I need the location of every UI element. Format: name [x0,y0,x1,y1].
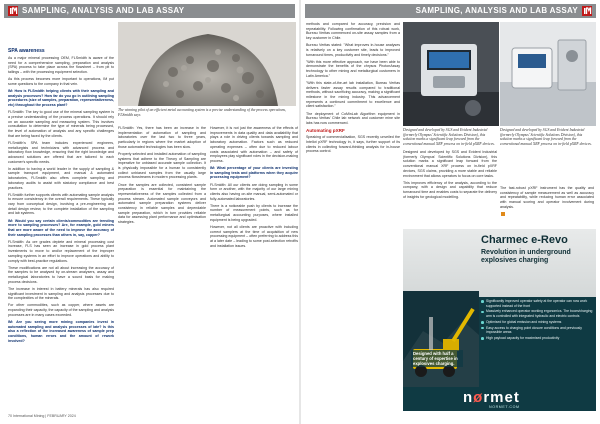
logo-accent: ø [473,389,484,406]
normet-logo[interactable] [463,389,520,406]
advert-url-link[interactable]: NORMET.COM [489,405,520,409]
normet-advert[interactable] [403,229,596,411]
paragraph: This improves efficiency of the analysis, according to the company, with a design and capability that reduce turnaround time and enables costs to separate the delivery of insights for geological modelling. [403,180,497,199]
paragraph: FLSmidth: As ore grades deplete and mineral processing cost increase, FLS has seen an increase in gold process plant investments to move to and/or replacement of the improper sampling systems in an effort to improve operations and ability to comply with best-practice regulations. [8,239,114,263]
paragraph: "With this more effective approach, we have been able to demonstrate the benefits of the chrysos PhotonAssay technology to other mining and metallurgical customers in Latin America." [306,59,400,78]
question: IM: Would you say certain clients/commodities are trending more to sampling processes? Are, for example, gold miners that are more aware of the need to improve the accuracy of their sampling processes than others in, say, copper? [8,218,114,237]
advert-subtitle: Revolution in underground explosives charging [481,249,571,264]
paragraph: As this process becomes more important to operations, IM put some questions to the company in that vein. [8,77,114,86]
advert-title: Charmec e-Revo [481,234,568,246]
question: IM: Are you seeing more mining companies invest in automated sampling and analysis processes of late? Is this also a reflection of the increased awareness of sample prep conditions, human errors and the amount of rework involved? [8,319,114,343]
advert-bullet: Optimised for global emission and mining systems [481,320,593,325]
section-title-left: SAMPLING, ANALYSIS AND LAB ASSAY [22,6,185,15]
paragraph: FLSmidth: All our clients are doing sampling in some form or another, with the majority of our large mining clients also having on-site manual, semi-automated or fully-automated laboratories. [210,182,298,201]
figure-caption-3: Designed and developed by SGS and Evident Industrial (formerly Olympus' Scientific Solutions Division), this solution marks a significant leap forward from the conventional manual XRF process on in-field pXRF devices. [500,128,592,146]
paragraph: For other commodities, such as copper, where assets are expanding their capacity, the capacity of the sampling and analysis processes are in many cases exceeded. [8,303,115,317]
paragraph: FLSmidth's SPA team includes experienced engineers, metallurgists and technicians with advanced process and laboratory flow knowledge, ensuring that the right knowledge and advanced solutions are offered that are tailored to each customer's specific needs. [8,140,114,164]
ore-sample-photo [118,22,296,106]
paragraph: FLSmidth: The key to good use of the mineral sampling system is a precise understanding of the process operations. It should rely on an accurate sampling and measuring system. This involves consultation to determine the type of minerals being processed, the level of automation of analysis and any specific challenges that are being faced by the clients. [8,110,114,138]
charging-rig-photo [403,291,479,387]
logo-part: n [463,389,474,406]
sgs-lab-photo [500,22,596,126]
advert-bullet: Significantly improved operator safety at the operator can now work supported instead of the front [481,299,593,308]
paragraph: Once the samples are collected, consistent sample preparation is essential for maintaining the representativeness of the samples collected from a process stream. Automated sample conveyors and automated sample preparation systems deliver consistency in reliable samples and dependable sample preparation, which in turn provides reliable data for assessing plant performance and optimisation strategies. [118,182,206,225]
page-footer: 70 International Mining | FEBRUARY 2024 [8,414,76,418]
paragraph: Speaking of commercialisation, SGS recently unveiled the Intellot pXRF technology in, it says, further support of its clients in collecting forward-thinking analysis for in-house process control. [306,135,400,154]
figure-caption-2: Designed and developed by SGS and Evident Industrial (formerly Olympus' Scientific Solutions Division), this solution marks a significant leap forward from the conventional manual XRF process on in-field pXRF devices. [403,128,495,146]
text-column-a [8,48,114,346]
paragraph: There is a noticeable push by clients to increase the number of measurement points, such as for metallurgical accounting purposes, where installed equipment is being upgraded. [210,203,298,222]
paragraph: The deployment of CoMinLab Algorithm equipment in Bureau Veritas' Chile lab network and customer mine site labs has now commenced. [306,111,400,125]
subheading-spa-awareness: SPA awareness [8,48,45,54]
paragraph: "With this state-of-the-art lab installation, Bureau Veritas delivers faster assay results compared to traditional methods, without sacrificing accuracy, making a significant milestone in the mining industry. This advancement represents a continued commitment to excellence and client satisfaction." [306,80,400,109]
paragraph: Bureau Veritas stated: "What improves in-house analyses is relatively on a key customer site, leads to improved turnaround times, productivity and timely decisions." [306,43,400,57]
advert-badge: Designed with half a century of expertise in explosives charging. [411,350,463,367]
end-of-article-icon [501,212,505,216]
advert-bullet: High payload capacity for maximised productivity [481,336,593,341]
logo-part: rmet [483,389,520,406]
page-gutter [299,0,301,424]
text-column-d [306,22,400,156]
paragraph: Properly selected and installed automation of sampling systems that adhere to the Theory of Sampling are imperative for unbiased accurate sample collection. It is physically impossible for a human to consistently collect unbiased samples from the usually large process flowstreams in modern processing plants. [118,151,206,180]
text-column-c [210,126,298,251]
question: IM: How is FLSmidth helping clients with their sampling and analysis processes? How far do you go in outlining sampling procedures (size of samples, preparation, representativeness, etc) throughout the process plant? [8,89,114,108]
pxrf-device-photo [403,22,499,126]
im-logo-icon [8,6,18,16]
subheading-automating-pxrf: Automating pXRF [306,128,345,134]
paragraph: methods and compared for accuracy, precision and repeatability. Following confirmation of this robust work, Bureau Veritas commenced on-site assay samples from a key customer in Chile. [306,22,400,41]
text-column-f [500,186,594,217]
advert-bullet: Easy access to charging point closure conditions and previously impossible areas [481,326,593,335]
advert-bullet: Massively enhanced operator working ergonomics. The boom/charging arm is controlled with integrated hydraulic and electric controls [481,309,593,318]
im-logo-icon [582,6,592,16]
advert-bullet-list [481,299,593,342]
paragraph: However, not all clients are proactive with including correct samplers at the time of acquisition of new processing equipment – often preferring to address this at a later date – leading to some post-selection retrofits and installation issues. [210,224,298,248]
paragraph: The fast-robust pXRF instrument has the quality and consistency of sample measurement as well as accuracy and repeatability, while reducing human error associated with manual scoring and operator involvement during analysis. [500,186,594,209]
paragraph: These modifications are not all about increasing the accuracy of the samples to be analysed by on-stream analysers, assay and metallurgical laboratories to have a sound basis for making process decisions. [8,265,114,284]
text-column-b [118,126,206,227]
question: IM: What percentage of your clients are investing in sampling tests and platforms when they acquire processing equipment? [210,166,298,180]
section-header-left [4,4,295,18]
section-title-right: SAMPLING, ANALYSIS AND LAB ASSAY [415,6,578,15]
paragraph: Designed and developed by SGS and Evident Industrial (formerly Olympus' Scientific Solutions Division), this solution marks a significant leap forward from the conventional manual XRF process on in-field pXRF devices, SGS claims, providing a more stable and reliable environment that allows operators to focus on core tasks. [403,150,497,178]
paragraph: As a major mineral processing OEM, FLSmidth is aware of the need for a comprehensive sampling, preparation and analysis (SPA) process to take place across the flowsheet – from pit to tailings – with the processing equipment selection. [8,56,114,75]
figure-caption-1: The winning pilot of an efficient metal accounting system is a precise understanding of the process operations, FLSmidth says [118,108,286,117]
paragraph: FLSmidth: Yes, there has been an increase in the implementation of automation of sampling and laboratories over the last two to three years, particularly in regions where the market adoption of those automated technologies has been slow. [118,126,206,149]
paragraph: FLSmidth further supports clients with automating sample analysis to ensure consistency in the overall requirements. These typically vary from conceptual design, involving a pre-engineering and detail design review, to the complete installation of the sampling and lab systems. [8,192,114,216]
paragraph: The increase in interest in battery minerals has also required significant investment in sampling and analysis processes due to the complexities of the minerals. [8,286,114,301]
text-column-e [403,150,497,202]
section-header-right [305,4,596,18]
paragraph: In addition to having a world leader in the supply of sampling & sample transport equipment, and manual & automated laboratories, FLSmidth also offers complete sampling and laboratory audits to assist with statutory compliance and best practices. [8,166,114,190]
paragraph: However, it is not just the awareness of the effects of improvements in data quality and data availability that plays a role in driving clients towards sampling and laboratory automation. Factors such as reduced operating expenses – often due to reduced labour costs associated with automation – and safety of employees play significant roles in the decision-making process. [210,126,298,163]
